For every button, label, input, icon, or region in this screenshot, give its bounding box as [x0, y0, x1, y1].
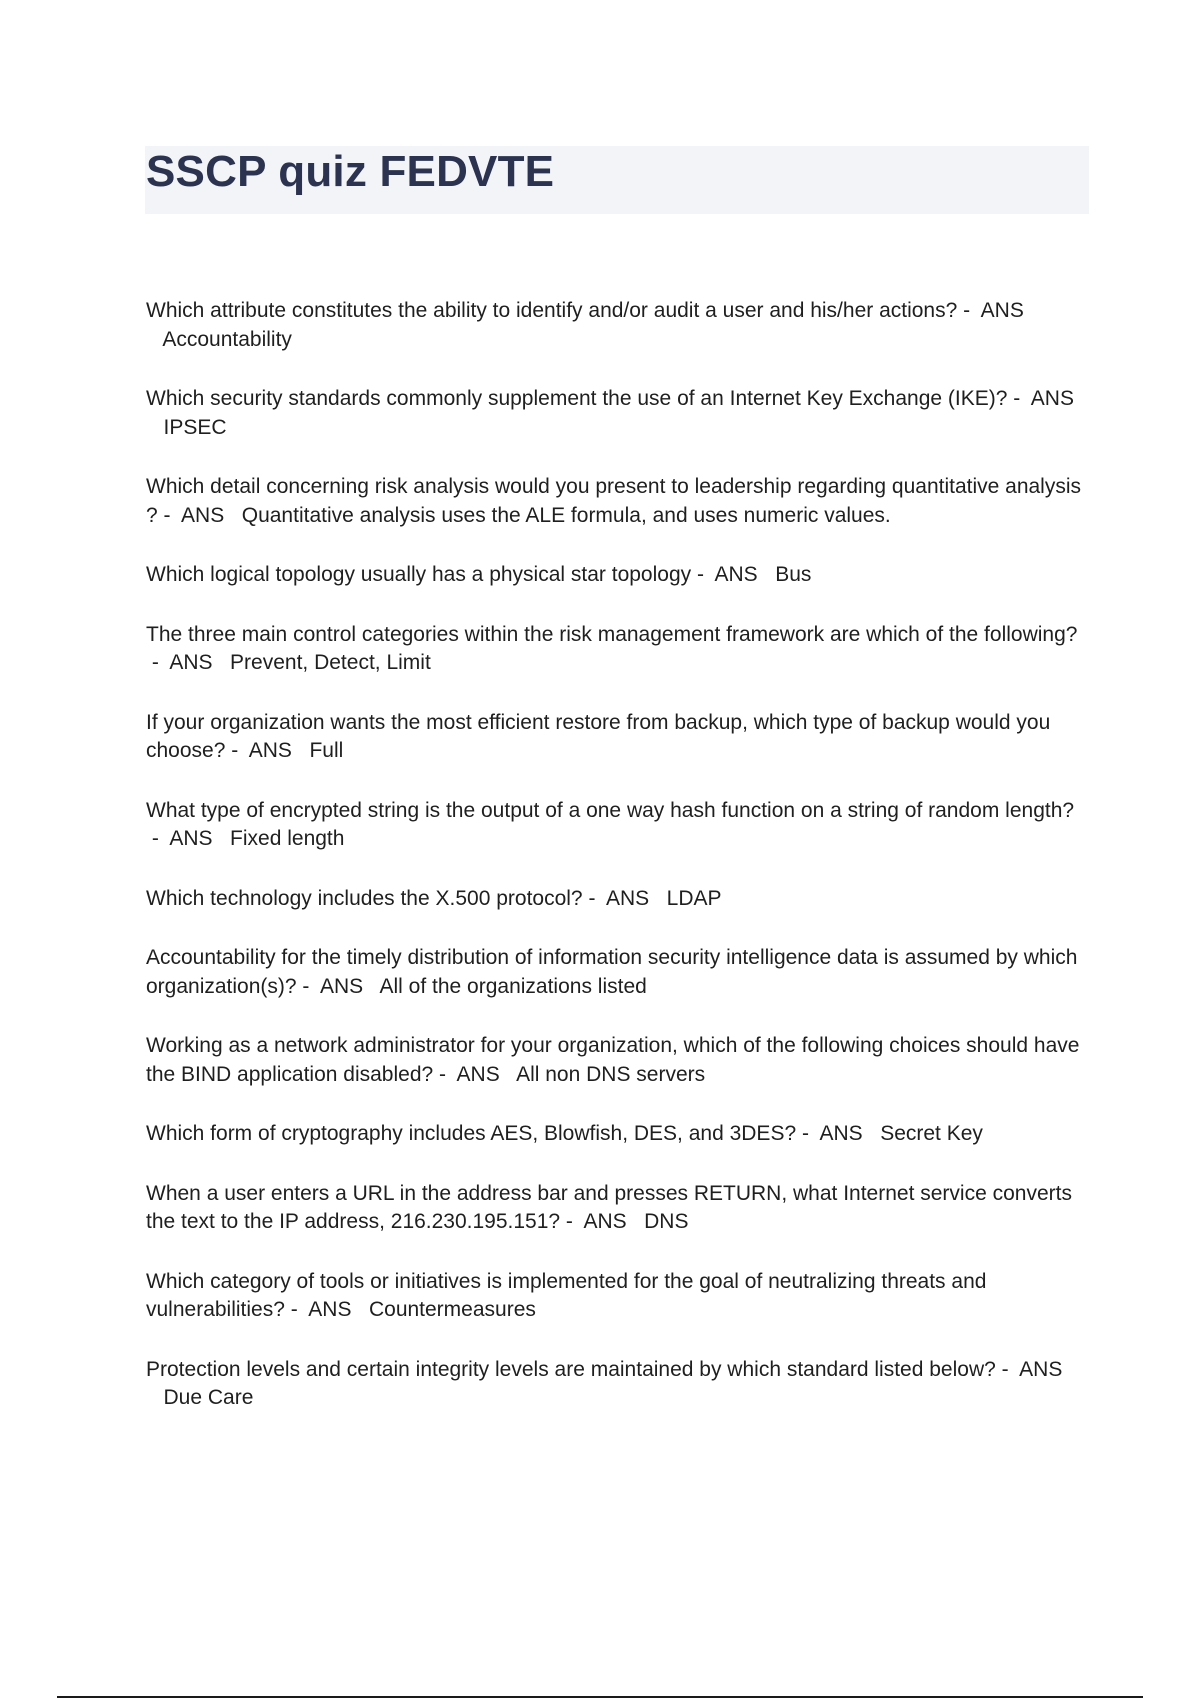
question-text: Accountability for the timely distribution of information security intelligence data is assumed by which organization(s)? — [146, 946, 1078, 998]
page-bottom-rule — [57, 1696, 1143, 1698]
answer-marker: ANS — [714, 563, 758, 586]
qa-item: Which logical topology usually has a physical star topology - ANS Bus — [146, 563, 812, 586]
qa-item: The three main control categories within the risk management framework are which of the following? - ANS Prevent, Detect, Limit — [146, 622, 1078, 674]
question-text: Which detail concerning risk analysis would you present to leadership regarding quantitative analysis ? — [146, 475, 1082, 527]
answer-text: Due Care — [163, 1386, 254, 1409]
answer-marker: ANS — [980, 299, 1024, 322]
answer-marker: ANS — [248, 739, 292, 762]
question-text: Protection levels and certain integrity levels are maintained by which standard listed below? — [146, 1357, 996, 1381]
answer-text: All non DNS servers — [516, 1062, 706, 1086]
answer-marker: ANS — [169, 651, 213, 674]
answer-text: Secret Key — [880, 1122, 983, 1145]
question-text: Which security standards commonly supplement the use of an Internet Key Exchange (IKE)? — [146, 387, 1008, 410]
answer-text: Prevent, Detect, Limit — [230, 651, 431, 674]
answer-text: LDAP — [666, 886, 722, 910]
answer-marker: ANS — [819, 1122, 863, 1145]
answer-text: Bus — [775, 563, 812, 586]
question-text: Which technology includes the X.500 protocol? — [146, 886, 583, 910]
question-text: Which form of cryptography includes AES, Blowfish, DES, and 3DES? — [146, 1122, 797, 1145]
answer-text: Accountability — [162, 327, 292, 351]
answer-marker: ANS — [1030, 387, 1074, 410]
answer-marker: ANS — [456, 1062, 500, 1086]
qa-item: Which form of cryptography includes AES, Blowfish, DES, and 3DES? - ANS Secret Key — [146, 1122, 983, 1145]
answer-text: Fixed length — [230, 827, 345, 850]
answer-marker: ANS — [308, 1298, 352, 1321]
answer-marker: ANS — [181, 503, 225, 527]
qa-item: What type of encrypted string is the output of a one way hash function on a string of random length? - ANS Fixed length — [146, 798, 1075, 850]
question-text: Working as a network administrator for your organization, which of the following choices should have the BIND application disabled? — [146, 1034, 1080, 1086]
document-title: SSCP quiz FEDVTE — [146, 147, 555, 196]
answer-text: All of the organizations listed — [379, 974, 647, 998]
qa-item: Protection levels and certain integrity levels are maintained by which standard listed below? - ANS Due Care — [146, 1357, 1063, 1409]
answer-marker: ANS — [1019, 1357, 1063, 1381]
answer-text: Full — [309, 739, 344, 762]
question-text: The three main control categories within the risk management framework are which of the following? — [146, 622, 1078, 646]
qa-item: Which attribute constitutes the ability to identify and/or audit a user and his/her actions? - ANS Accountability — [146, 299, 1024, 351]
answer-text: IPSEC — [163, 415, 227, 439]
question-text: Which category of tools or initiatives is implemented for the goal of neutralizing threats and vulnerabilities? — [146, 1269, 987, 1321]
qa-item: Which category of tools or initiatives is implemented for the goal of neutralizing threats and vulnerabilities? - ANS Countermeasures — [146, 1269, 987, 1321]
qa-item: Which technology includes the X.500 protocol? - ANS LDAP — [146, 886, 722, 910]
qa-item: When a user enters a URL in the address bar and presses RETURN, what Internet service converts the text to the IP address, 216.230.195.151? - ANS DNS — [146, 1181, 1072, 1233]
answer-text: Quantitative analysis uses the ALE formula, and uses numeric values. — [241, 503, 891, 527]
question-text: Which attribute constitutes the ability to identify and/or audit a user and his/her actions? — [146, 299, 958, 322]
qa-item: If your organization wants the most efficient restore from backup, which type of backup would you choose? - ANS Full — [146, 710, 1051, 762]
qa-item: Which security standards commonly supplement the use of an Internet Key Exchange (IKE)? - ANS IPSEC — [146, 387, 1074, 439]
answer-marker: ANS — [319, 974, 364, 998]
qa-list — [146, 297, 1086, 1444]
qa-item: Working as a network administrator for your organization, which of the following choices should have the BIND application disabled? - ANS All non DNS servers — [146, 1034, 1080, 1086]
qa-item: Accountability for the timely distribution of information security intelligence data is assumed by which organization(s)? - ANS All of the organizations listed — [146, 946, 1078, 998]
answer-text: DNS — [644, 1210, 689, 1233]
answer-text: Countermeasures — [368, 1298, 536, 1321]
answer-marker: ANS — [169, 827, 213, 850]
answer-marker: ANS — [605, 886, 650, 910]
qa-item: Which detail concerning risk analysis would you present to leadership regarding quantitative analysis ? - ANS Quantitative analysis uses the ALE formula, and uses numeric values. — [146, 475, 1082, 527]
question-text: If your organization wants the most efficient restore from backup, which type of backup would you choose? — [146, 710, 1051, 762]
question-text: When a user enters a URL in the address bar and presses RETURN, what Internet service converts the text to the IP address, 216.230.195.151? — [146, 1181, 1072, 1233]
answer-marker: ANS — [583, 1210, 627, 1233]
question-text: Which logical topology usually has a physical star topology — [146, 563, 692, 586]
question-text: What type of encrypted string is the output of a one way hash function on a string of random length? — [146, 798, 1075, 822]
